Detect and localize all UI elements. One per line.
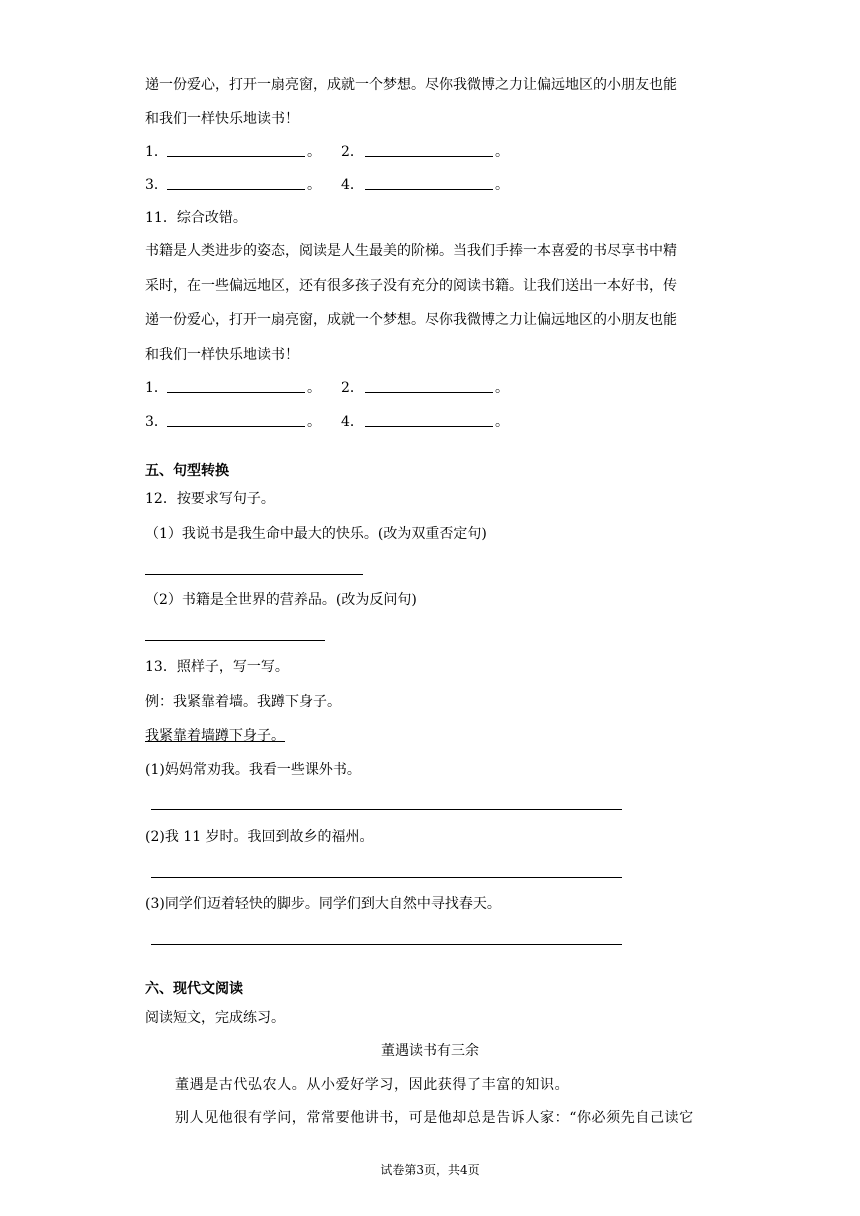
q12-item: （1）我说书是我生命中最大的快乐。(改为双重否定句) (145, 526, 487, 542)
answer-blank[interactable] (167, 378, 305, 399)
story-title: 董遇读书有三余 (381, 1043, 479, 1059)
answer-blank[interactable] (365, 142, 493, 163)
q10-paragraph-line: 递一份爱心，打开一扇亮窗，成就一个梦想。尽你我微博之力让偏远地区的小朋友也能 (145, 77, 677, 93)
q13-example: 例：我紧靠着墙。我蹲下身子。 (145, 694, 341, 710)
answer-blank[interactable] (365, 412, 493, 433)
blank-label: 4． (341, 414, 364, 430)
blank-period: 。 (495, 177, 509, 193)
q11-paragraph-line: 递一份爱心，打开一扇亮窗，成就一个梦想。尽你我微博之力让偏远地区的小朋友也能 (145, 312, 677, 328)
q11-paragraph-line: 书籍是人类进步的姿态，阅读是人生最美的阶梯。当我们手捧一本喜爱的书尽享书中精 (145, 243, 677, 259)
answer-blank[interactable] (365, 378, 493, 399)
story-line: 别人见他很有学问，常常要他讲书，可是他却总是告诉人家：“你必须先自己读它 (175, 1110, 694, 1126)
section-heading: 五、句型转换 (145, 463, 229, 479)
blank-label: 3． (145, 414, 168, 430)
blank-label: 1． (145, 380, 168, 396)
blank-period: 。 (495, 380, 509, 396)
answer-blank[interactable] (167, 412, 305, 433)
q11-paragraph-line: 和我们一样快乐地读书！ (145, 347, 299, 363)
answer-blank[interactable] (167, 175, 305, 196)
answer-line[interactable] (145, 640, 325, 641)
q13-item: (3)同学们迈着轻快的脚步。同学们到大自然中寻找春天。 (145, 896, 501, 912)
answer-line[interactable] (151, 944, 622, 945)
q13-item: (2)我 11 岁时。我回到故乡的福州。 (145, 829, 374, 845)
blank-label: 4． (341, 177, 364, 193)
blank-label: 2． (341, 380, 364, 396)
q12-item: （2）书籍是全世界的营养品。(改为反问句) (145, 592, 417, 608)
section-heading: 六、现代文阅读 (145, 981, 243, 997)
q10-paragraph-line: 和我们一样快乐地读书！ (145, 111, 299, 127)
q11-title: 11．综合改错。 (145, 210, 247, 226)
answer-line[interactable] (151, 809, 622, 810)
story-line: 董遇是古代弘农人。从小爱好学习，因此获得了丰富的知识。 (175, 1077, 570, 1093)
q13-item: (1)妈妈常劝我。我看一些课外书。 (145, 762, 361, 778)
q12-title: 12．按要求写句子。 (145, 491, 275, 507)
answer-line[interactable] (145, 574, 363, 575)
reading-instruction: 阅读短文，完成练习。 (145, 1010, 285, 1026)
blank-period: 。 (495, 414, 509, 430)
q11-paragraph-line: 采时，在一些偏远地区，还有很多孩子没有充分的阅读书籍。让我们送出一本好书，传 (145, 278, 677, 294)
page-footer: 试卷第3页，共4页 (380, 1163, 480, 1177)
blank-label: 3． (145, 177, 168, 193)
q13-example-answer: 我紧靠着墙蹲下身子。 (145, 728, 285, 744)
blank-label: 1． (145, 144, 168, 160)
blank-period: 。 (307, 177, 321, 193)
answer-line[interactable] (151, 877, 622, 878)
q13-title: 13．照样子，写一写。 (145, 659, 289, 675)
blank-period: 。 (307, 144, 321, 160)
blank-period: 。 (307, 380, 321, 396)
answer-blank[interactable] (167, 142, 305, 163)
blank-label: 2． (341, 144, 364, 160)
blank-period: 。 (495, 144, 509, 160)
answer-blank[interactable] (365, 175, 493, 196)
blank-period: 。 (307, 414, 321, 430)
